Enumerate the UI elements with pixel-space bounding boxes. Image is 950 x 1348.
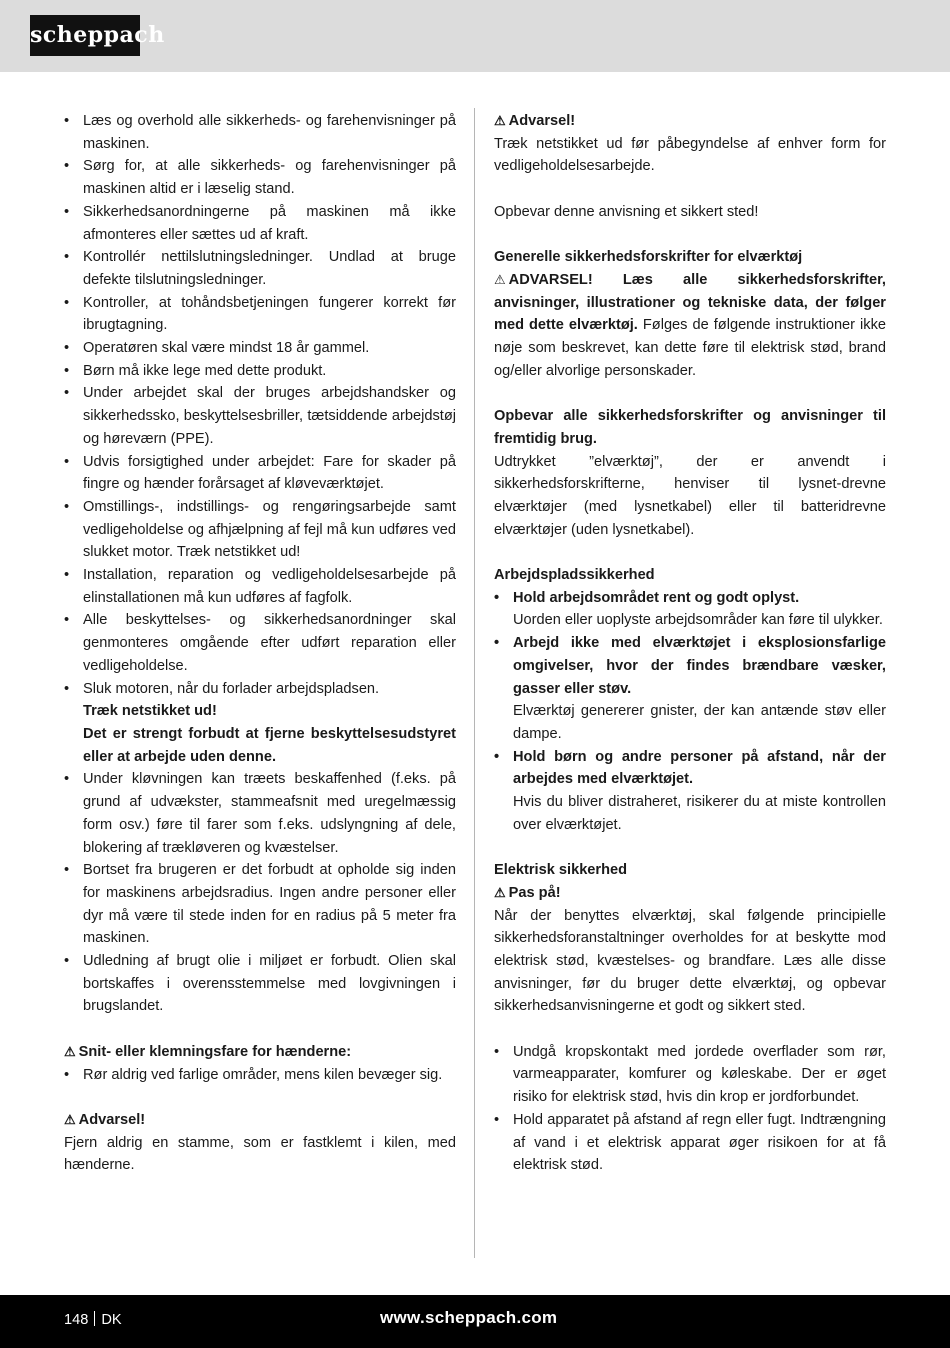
right-column	[494, 110, 886, 1177]
arbejds-list	[494, 587, 886, 837]
page-header	[0, 0, 950, 72]
arbejds-heading: Arbejdspladssikkerhed	[494, 567, 655, 583]
snit-list	[64, 1064, 456, 1087]
list-item: • Arbejd ikke med elværktøjet i eksplosionsfarlige omgivelser, hvor der findes brændbare væsker, gasser eller støv. Elværktøj genererer gnister, der kan antænde støv eller dampe.	[494, 632, 886, 746]
list-item: • Børn må ikke lege med dette produkt.	[64, 360, 456, 383]
safety-list	[64, 110, 456, 1018]
opbevar-alle-heading: Opbevar alle sikkerhedsforskrifter og anvisninger til fremtidig brug.	[494, 408, 886, 447]
list-item: • Kontroller, at tohåndsbetjeningen fungerer korrekt før ibrugtagning.	[64, 292, 456, 337]
language-code: DK	[101, 1312, 122, 1328]
list-item: • Udvis forsigtighed under arbejdet: Fare for skader på fingre og hænder forårsaget af kløveværktøjet.	[64, 451, 456, 496]
footer-separator	[94, 1311, 95, 1326]
advarsel-text: Fjern aldrig en stamme, som er fastklemt i kilen, med hænderne.	[64, 1134, 456, 1174]
list-item: • Under kløvningen kan træets beskaffenhed (f.eks. på grund af udvækster, stammeafsnit med uregelmæssig form osv.) føre til farer som f.eks. udslyngning af dele, blokering af trækløveren og kvæstelser.	[64, 768, 456, 859]
list-item: • Sørg for, at alle sikkerheds- og farehenvisninger på maskinen altid er i læselig stand.	[64, 155, 456, 200]
advarsel-text: Træk netstikket ud før påbegyndelse af enhver form for vedligeholdelsesarbejde.	[494, 135, 886, 175]
list-item: • Operatøren skal være mindst 18 år gammel.	[64, 337, 456, 360]
udtrykket-paragraph: Udtrykket ”elværktøj”, der er anvendt i sikkerhedsforskrifterne, henviser til lysnet-drevne elværktøjer (med lysnetkabel) eller til batteridrevne elværktøjer (uden lysnetkabel).	[494, 453, 886, 538]
opbevar-text: Opbevar denne anvisning et sikkert sted!	[494, 203, 759, 220]
list-item: • Kontrollér nettilslutningsledninger. Undlad at bruge defekte tilslutningsledninger.	[64, 246, 456, 291]
snit-heading: ⚠ Snit- eller klemningsfare for hænderne:	[64, 1041, 456, 1064]
warning-icon: ⚠	[494, 884, 506, 900]
list-item: • Alle beskyttelses- og sikkerhedsanordninger skal genmonteres omgående efter udført reparation eller vedligeholdelse.	[64, 609, 456, 677]
list-item: • Omstillings-, indstillings- og rengøringsarbejde samt vedligeholdelse og afhjælpning af fejl må kun udføres ved slukket motor. Træk netstikket ud!	[64, 496, 456, 564]
page-footer	[0, 1295, 950, 1348]
generelle-paragraph: ⚠ ADVARSEL! Læs alle sikkerhedsforskrifter, anvisninger, illustrationer og tekniske data, der følger med dette elværktøj. Følges de følgende instruktioner ikke nøje som beskrevet, kan dette føre til elektrisk stød, brand og/eller alvorlige personskader.	[494, 269, 886, 383]
advarsel-heading: ⚠ Advarsel!	[494, 110, 886, 133]
list-item: • Bortset fra brugeren er det forbudt at opholde sig inden for maskinens arbejdsradius. Ingen andre personer eller dyr må være til stede inden for en radius på 5 meter fra maskinen.	[64, 859, 456, 950]
sluk-bold-1: Træk netstikket ud!	[83, 703, 217, 720]
elektrisk-heading: Elektrisk sikkerhed	[494, 862, 628, 879]
elektrisk-paragraph: Når der benyttes elværktøj, skal følgende principielle sikkerhedsforanstaltninger overholdes for at beskytte mod elektrisk stød, kvæstelses- og brandfare. Læs alle disse anvisninger, før du bruger dette elværktøj, og opbevar sikkerhedsanvisningerne et godt og sikkert sted.	[494, 907, 886, 1015]
list-item: • Rør aldrig ved farlige områder, mens kilen bevæger sig.	[64, 1064, 456, 1087]
sluk-bold-2: Det er strengt forbudt at fjerne beskyttelsesudstyret eller at arbejde uden denne.	[83, 725, 456, 765]
list-item: • Udledning af brugt olie i miljøet er forbudt. Olien skal bortskaffes i overensstemmelse med lovgivningen i brugslandet.	[64, 950, 456, 1018]
advarsel-heading: ⚠ Advarsel!	[64, 1109, 456, 1132]
website-link[interactable]: www.scheppach.com	[380, 1308, 558, 1327]
list-item-sluk	[64, 678, 456, 769]
pas-paa: ⚠ Pas på!	[494, 882, 886, 905]
page-number-block	[64, 1311, 122, 1328]
page-number: 148	[64, 1312, 89, 1328]
list-item: • Hold børn og andre personer på afstand, når der arbejdes med elværktøjet. Hvis du bliver distraheret, risikerer du at miste kontrollen over elværktøjet.	[494, 746, 886, 837]
column-divider	[474, 108, 475, 1258]
generelle-heading: Generelle sikkerhedsforskrifter for elværktøj	[494, 249, 803, 266]
left-column	[64, 110, 456, 1177]
list-item: • Under arbejdet skal der bruges arbejdshandsker og sikkerhedssko, beskyttelsesbriller, tætsiddende arbejdstøj og høreværn (PPE).	[64, 382, 456, 450]
warning-icon: ⚠	[494, 271, 506, 287]
list-item: • Læs og overhold alle sikkerheds- og farehenvisninger på maskinen.	[64, 110, 456, 155]
list-item: • Hold apparatet på afstand af regn eller fugt. Indtrængning af vand i et elektrisk apparat øger risikoen for at få elektrisk stød.	[494, 1109, 886, 1177]
scheppach-logo: scheppach	[30, 15, 140, 56]
list-item: • Sikkerhedsanordningerne på maskinen må ikke afmonteres eller sættes ud af kraft.	[64, 201, 456, 246]
elektrisk-list	[494, 1041, 886, 1177]
warning-icon: ⚠	[64, 1043, 76, 1059]
warning-icon: ⚠	[494, 113, 506, 128]
list-item: • Installation, reparation og vedligeholdelsesarbejde på elinstallationen må kun udføres af fagfolk.	[64, 564, 456, 609]
warning-icon: ⚠	[64, 1111, 76, 1127]
list-item: • Undgå kropskontakt med jordede overflader som rør, varmeapparater, komfurer og køleskabe. Der er øget risiko for elektrisk stød, hvis din krop er jordforbundet.	[494, 1041, 886, 1109]
list-item: • Hold arbejdsområdet rent og godt oplyst. Uorden eller uoplyste arbejdsområder kan føre til ulykker.	[494, 587, 886, 632]
sluk-text: Sluk motoren, når du forlader arbejdspladsen.	[83, 680, 380, 697]
